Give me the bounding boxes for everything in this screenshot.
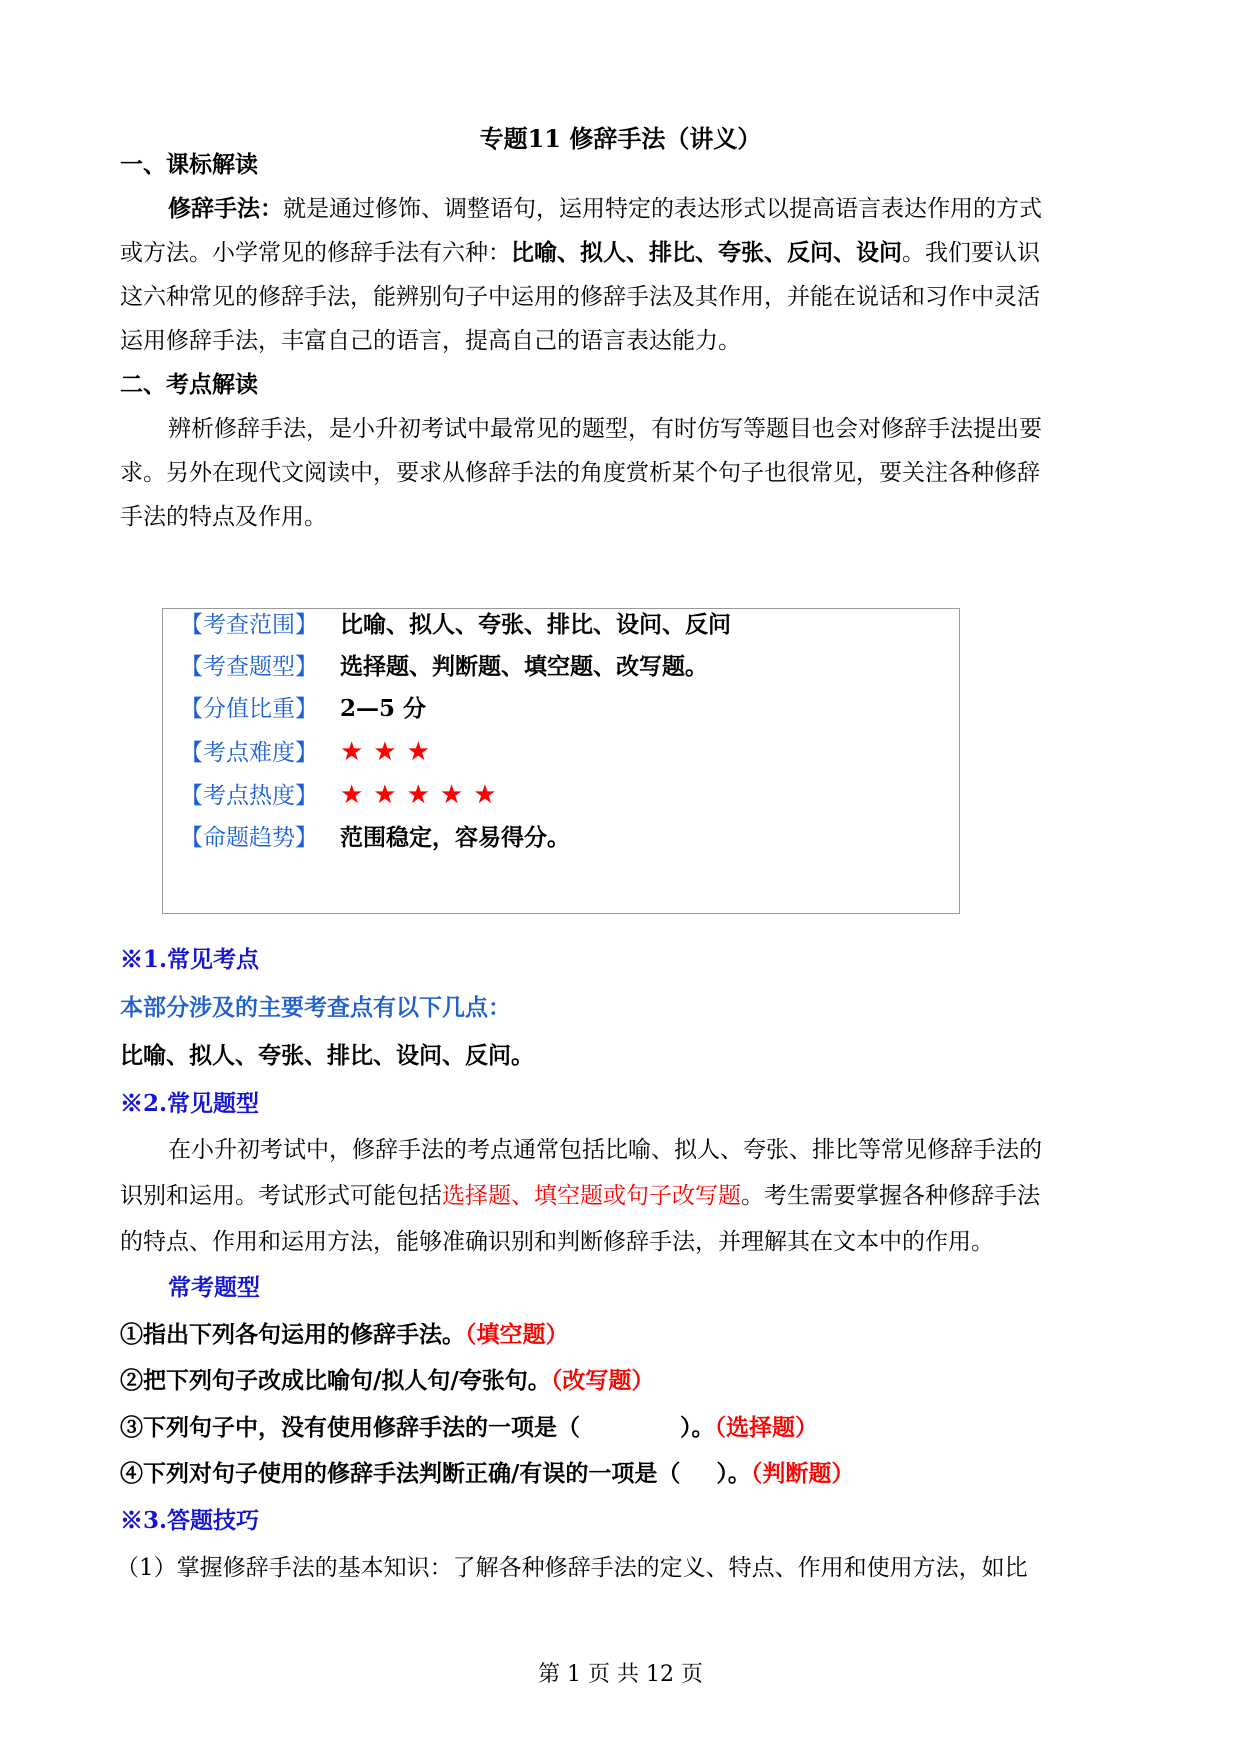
star-rating-icon: ★★★★★ bbox=[340, 780, 507, 810]
highlight-text: 选择题、填空题或句子改写题 bbox=[442, 1183, 741, 1209]
emphasis-text: 比喻、拟人、排比、夸张、反问、设问 bbox=[511, 239, 902, 266]
info-label: 【分值比重】 bbox=[180, 696, 318, 722]
question-tag: （填空题） bbox=[465, 1321, 569, 1348]
paragraph-line: 这六种常见的修辞手法，能辨别句子中运用的修辞手法及其作用，并能在说话和习作中灵活 bbox=[120, 284, 1040, 310]
term-label: 修辞手法： bbox=[168, 195, 283, 222]
section-heading-1: 一、课标解读 bbox=[120, 151, 258, 178]
question-text: ）。 bbox=[680, 1414, 715, 1441]
subsection-heading-3: ※3.答题技巧 bbox=[120, 1507, 260, 1534]
paragraph-line: 求。另外在现代文阅读中，要求从修辞手法的角度赏析某个句子也很常见，要关注各种修辞 bbox=[120, 460, 1040, 486]
info-label: 【考点热度】 bbox=[180, 783, 318, 809]
subsection-intro: 本部分涉及的主要考查点有以下几点： bbox=[120, 994, 511, 1021]
question-text: ②把下列句子改成比喻句/拟人句/夸张句。 bbox=[120, 1367, 551, 1394]
info-label: 【考查范围】 bbox=[180, 612, 318, 638]
paragraph-line: 辨析修辞手法，是小升初考试中最常见的题型，有时仿写等题目也会对修辞手法提出要 bbox=[168, 416, 1042, 442]
info-row-scope bbox=[180, 610, 731, 640]
paragraph-line: （1）掌握修辞手法的基本知识：了解各种修辞手法的定义、特点、作用和使用方法，如比 bbox=[116, 1555, 1028, 1581]
paragraph-text: 。我们要认识 bbox=[902, 240, 1040, 266]
star-rating-icon: ★★★ bbox=[340, 737, 440, 767]
paragraph-line: 的特点、作用和运用方法，能够准确识别和判断修辞手法，并理解其在文本中的作用。 bbox=[120, 1229, 994, 1255]
info-value: 选择题、判断题、填空题、改写题。 bbox=[340, 653, 708, 680]
question-text: ④下列对句子使用的修辞手法判断正确/有误的一项是（ bbox=[120, 1460, 681, 1487]
info-label: 【考查题型】 bbox=[180, 654, 318, 680]
question-tag: （改写题） bbox=[550, 1367, 655, 1394]
paragraph-line bbox=[120, 238, 1040, 268]
question-text: ）。 bbox=[716, 1460, 751, 1487]
info-value: 2—5 分 bbox=[340, 695, 427, 722]
paragraph-text: 就是通过修饰、调整语句，运用特定的表达形式以提高语言表达作用的方式 bbox=[283, 196, 1042, 222]
question-type-2 bbox=[120, 1366, 654, 1396]
paragraph-text: 。考生需要掌握各种修辞手法 bbox=[741, 1183, 1040, 1209]
info-row-trend bbox=[180, 823, 570, 853]
info-row-type bbox=[180, 652, 708, 682]
page-number-footer: 第 1 页 共 12 页 bbox=[538, 1662, 703, 1687]
question-type-4 bbox=[120, 1459, 854, 1489]
question-type-1 bbox=[120, 1320, 569, 1350]
question-tag: （选择题） bbox=[714, 1414, 818, 1441]
document-title: 专题11 修辞手法（讲义） bbox=[479, 124, 762, 153]
paragraph-line bbox=[168, 194, 1042, 224]
info-label: 【考点难度】 bbox=[180, 740, 318, 766]
info-value: 比喻、拟人、夸张、排比、设问、反问 bbox=[340, 611, 731, 638]
paragraph-line: 运用修辞手法，丰富自己的语言，提高自己的语言表达能力。 bbox=[120, 328, 741, 354]
info-row-score bbox=[180, 694, 426, 724]
info-row-difficulty bbox=[180, 737, 440, 768]
info-value: 范围稳定，容易得分。 bbox=[340, 824, 570, 851]
info-row-popularity bbox=[180, 780, 507, 811]
question-text: ③下列句子中，没有使用修辞手法的一项是（ bbox=[120, 1414, 580, 1441]
paragraph-line: 手法的特点及作用。 bbox=[120, 504, 327, 530]
paragraph-line bbox=[120, 1181, 1040, 1211]
key-points-list: 比喻、拟人、夸张、排比、设问、反问。 bbox=[120, 1042, 534, 1069]
question-text: ①指出下列各句运用的修辞手法。 bbox=[120, 1321, 465, 1348]
paragraph-text: 或方法。小学常见的修辞手法有六种： bbox=[120, 240, 511, 266]
paragraph-text: 识别和运用。考试形式可能包括 bbox=[120, 1183, 442, 1209]
paragraph-line: 在小升初考试中，修辞手法的考点通常包括比喻、拟人、夸张、排比等常见修辞手法的 bbox=[168, 1137, 1042, 1163]
common-question-types-heading: 常考题型 bbox=[168, 1274, 260, 1301]
question-type-3 bbox=[120, 1413, 818, 1443]
subsection-heading-2: ※2.常见题型 bbox=[120, 1090, 260, 1117]
subsection-heading-1: ※1.常见考点 bbox=[120, 946, 260, 973]
question-tag: （判断题） bbox=[750, 1460, 855, 1487]
section-heading-2: 二、考点解读 bbox=[120, 371, 258, 398]
info-label: 【命题趋势】 bbox=[180, 825, 318, 851]
